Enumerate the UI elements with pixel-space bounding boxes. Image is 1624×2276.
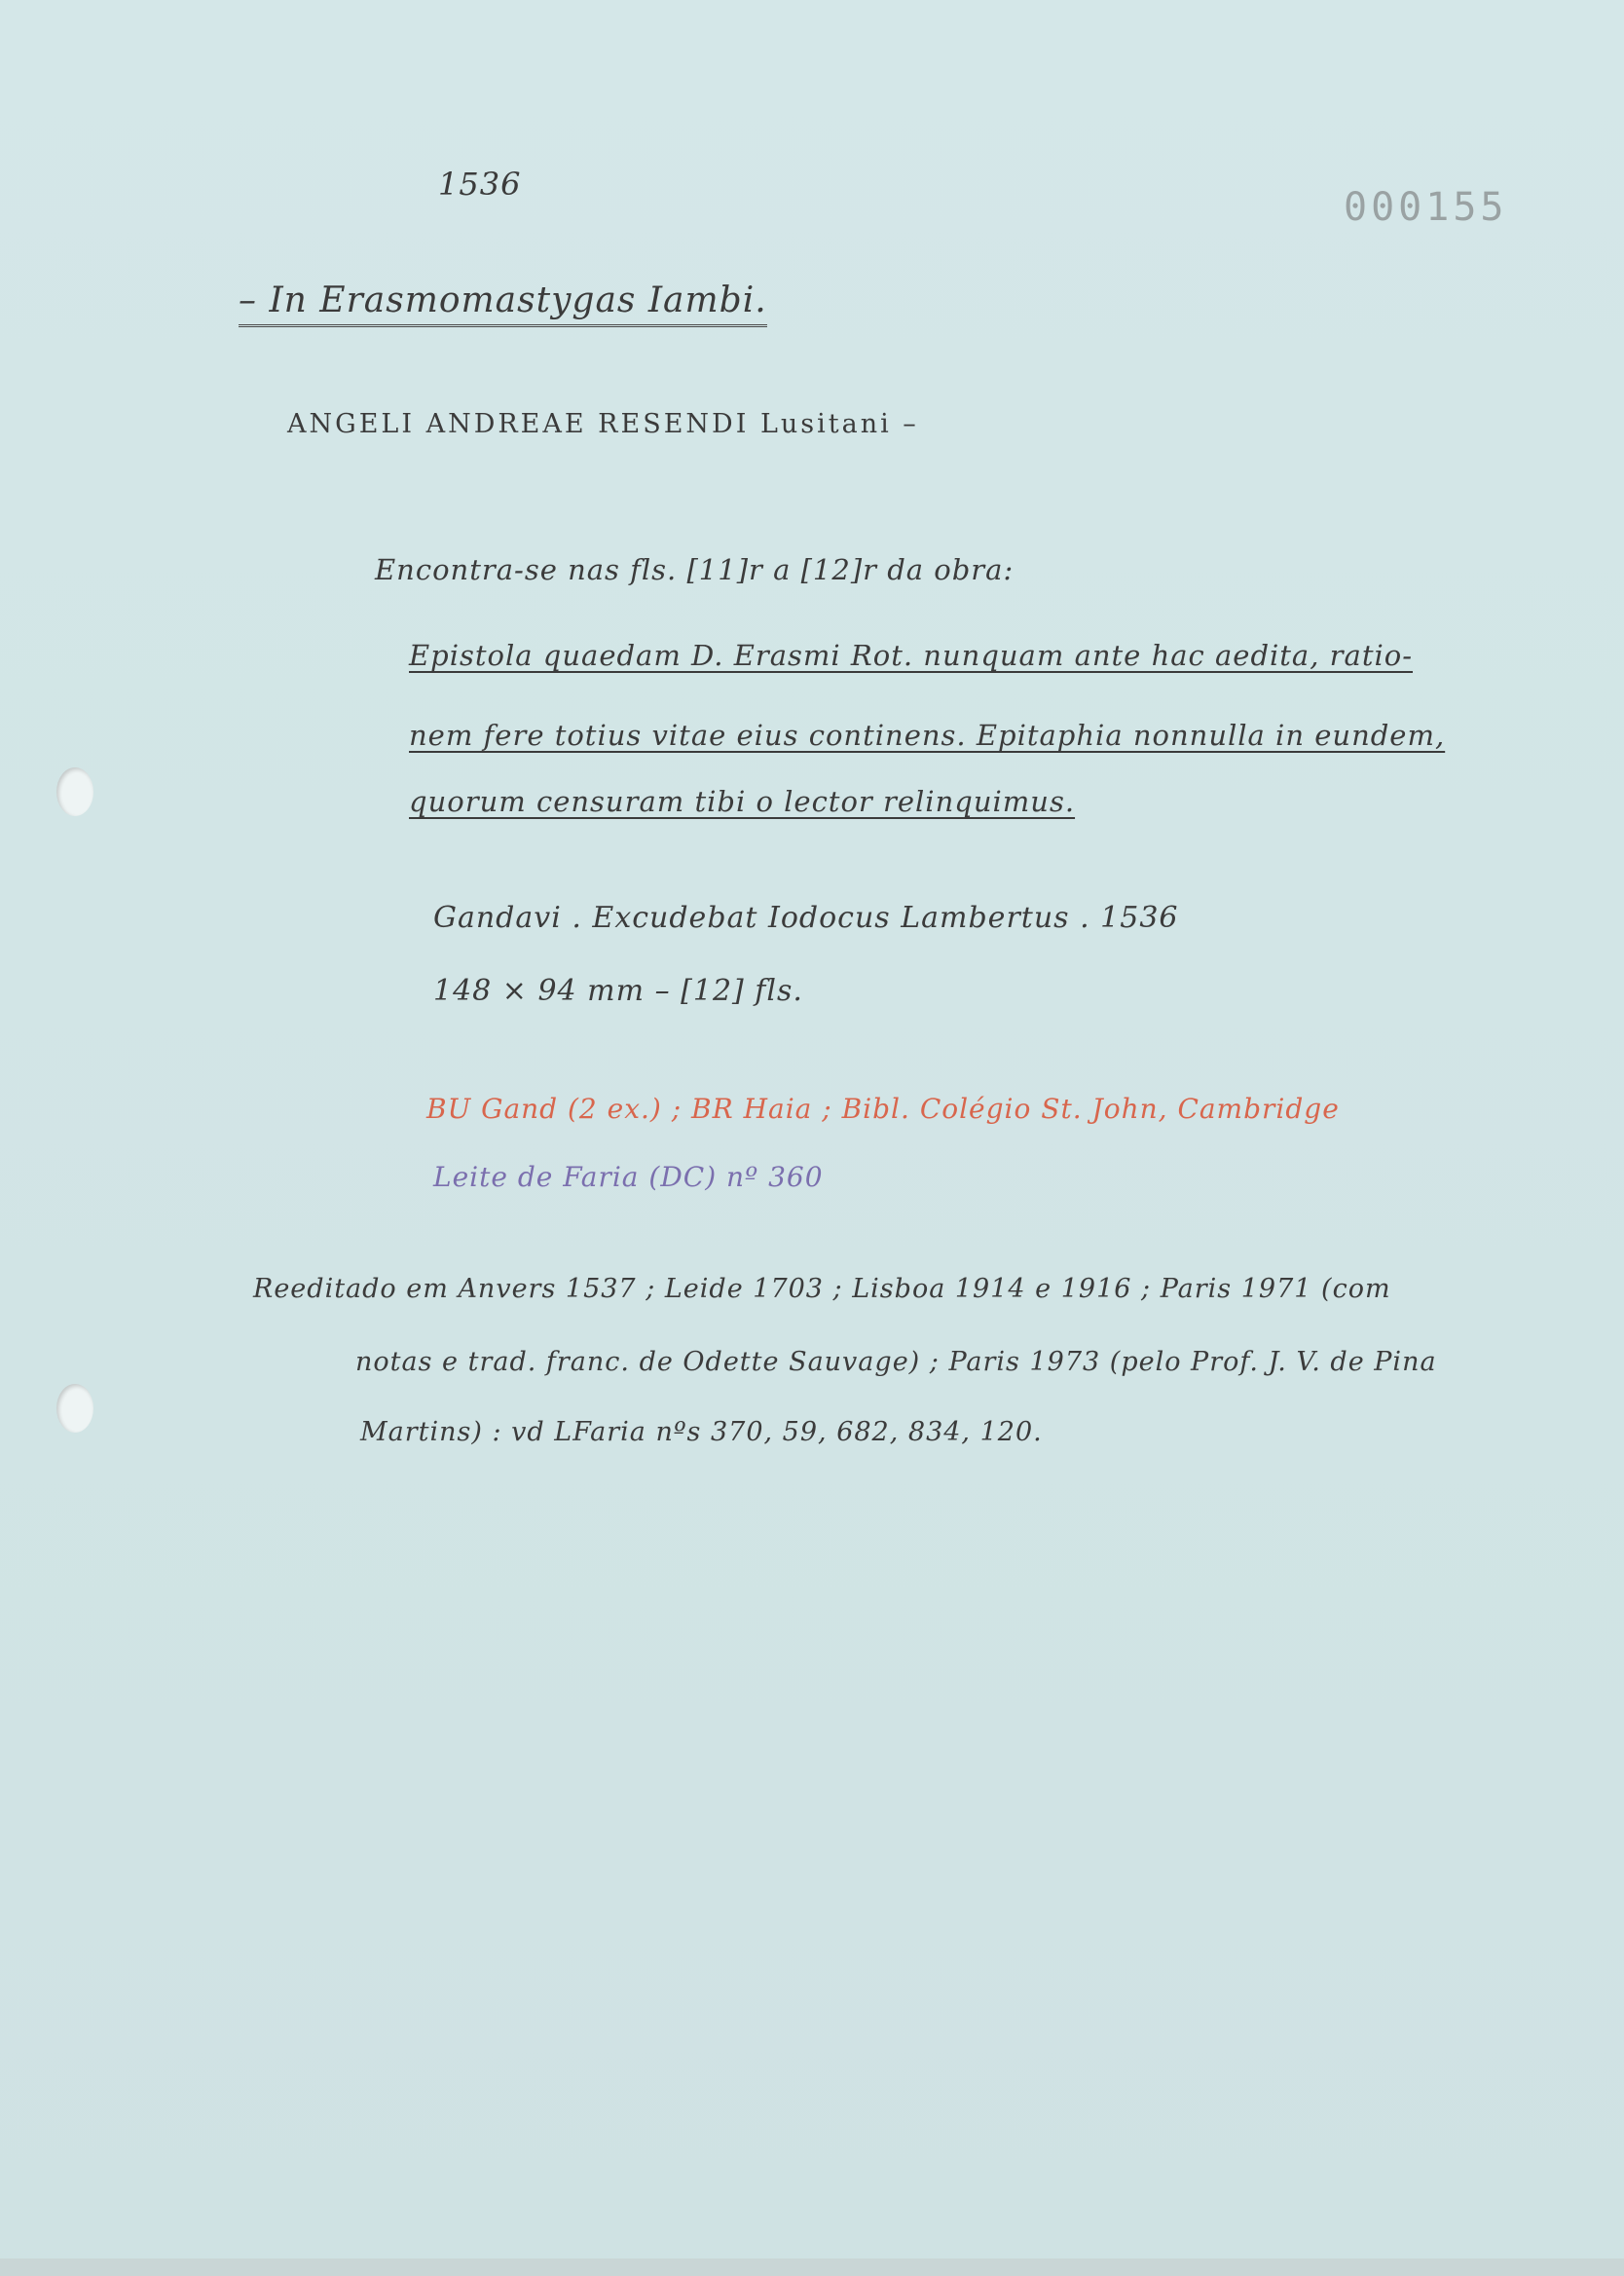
work-title-line-1: Epistola quaedam D. Erasmi Rot. nunquam ante hac aedita, ratio-	[409, 639, 1414, 672]
bibliographic-reference: Leite de Faria (DC) nº 360	[433, 1161, 824, 1193]
holdings: BU Gand (2 ex.) ; BR Haia ; Bibl. Colégio St. John, Cambridge	[426, 1093, 1340, 1125]
reedition-line-1: Reeditado em Anvers 1537 ; Leide 1703 ; Lisboa 1914 e 1916 ; Paris 1971 (com	[253, 1274, 1391, 1304]
reedition-line-2: notas e trad. franc. de Odette Sauvage) ; Paris 1973 (pelo Prof. J. V. de Pina	[355, 1347, 1437, 1377]
scan-edge	[0, 2258, 1624, 2276]
location-note: Encontra-se nas fls. [11]r a [12]r da obra:	[375, 553, 1015, 586]
work-title-line-3: quorum censuram tibi o lector relinquimus.	[409, 785, 1076, 818]
imprint: Gandavi . Excudebat Iodocus Lambertus . 1536	[433, 901, 1179, 935]
work-title-line-2: nem fere totius vitae eius continens. Epitaphia nonnulla in eundem,	[409, 719, 1446, 752]
punch-hole-upper	[56, 767, 93, 816]
punch-hole-lower	[56, 1384, 93, 1433]
title: – In Erasmomastygas Iambi.	[239, 280, 767, 327]
format: 148 × 94 mm – [12] fls.	[433, 974, 803, 1008]
author: ANGELI ANDREAE RESENDI Lusitani –	[287, 409, 919, 439]
year: 1536	[438, 166, 522, 203]
record-number-stamp: 000155	[1344, 185, 1508, 230]
reedition-line-3: Martins) : vd LFaria nºs 370, 59, 682, 834, 120.	[360, 1417, 1043, 1447]
